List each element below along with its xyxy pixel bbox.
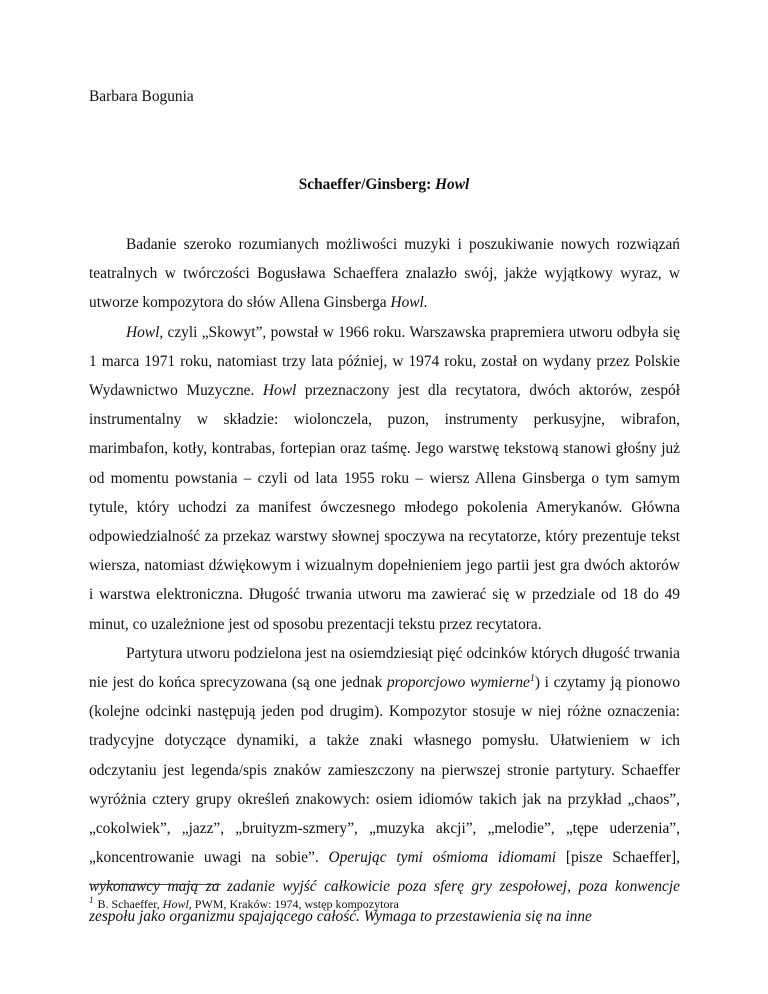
footnote-mark: 1 [89,895,94,905]
p3-italic-d: Operując tymi ośmioma idiomami [328,849,557,867]
footnote-reference[interactable]: 1 [529,672,535,684]
document-body [89,230,680,931]
p3-italic-f: , wykonawcy mają za zadanie wyjść całkowicie poza sferę gry zespołowej, poza konwencje zespołu jako organizmu spajającego całość. Wymaga to przestawienia się na inne [89,849,680,925]
p1-italic: Howl. [390,294,428,312]
footnote-italic: Howl, [162,897,192,911]
document-title [0,176,768,194]
paragraph-1 [89,230,680,318]
p2-text-b: czyli „Skowyt”, powstał w 1966 roku. Warszawska prapremiera utworu odbyła się 1 marca 1971 roku, natomiast trzy lata później, w 1974 roku, został on wydany przez Polskie Wydawnictwo Muzyczne. [89,323,680,400]
p2-italic-c: Howl [262,382,297,400]
footnote [89,895,399,912]
p1-text: Badanie szeroko rozumianych możliwości muzyki i poszukiwanie nowych rozwiązań teatralnych w twórczości Bogusława Schaeffera znalazło swój, jakże wyjątkowy wyraz, w utworze kompozytora do słów Allena Ginsberga [89,236,680,312]
paragraph-2 [89,318,680,639]
paragraph-3 [89,639,680,931]
footnote-text-c: PWM, Kraków: 1974, wstęp kompozytora [191,897,399,911]
p3-text-a: Partytura utworu podzielona jest na osiemdziesiąt pięć odcinków których długość trwania nie jest do końca sprecyzowana (są one jednak [89,644,680,692]
p3-italic-b: proporcjowo wymierne [386,674,530,692]
p3-text-e: [pisze Schaeffer] [556,849,677,867]
p2-italic-a: Howl, [126,323,164,341]
p3-text-c: ) i czytamy ją pionowo (kolejne odcinki następują jeden pod drugim). Kompozytor stosuje w niej różne oznaczenia: tradycyjne dotyczące dynamiki, a także znaki własnego pomysłu. Ułatwieniem w ich odczytaniu jest legenda/spis znaków zamieszczony na pierwszej stronie partytury. Schaeffer wyróżnia cztery grupy określeń znakowych: osiem idiomów takich jak na przykład „chaos”, „cokolwiek”, „jazz”, „bruityzm-szmery”, „muzyka akcji”, „melodie”, „tępe uderzenia”, „koncentrowanie uwagi na sobie”. [89,674,681,867]
p2-text-d: przeznaczony jest dla recytatora, dwóch aktorów, zespół instrumentalny w składzie: wiolonczela, puzon, instrumenty perkusyjne, wibrafon, marimbafon, kotły, kontrabas, fortepian oraz taśmę. Jego warstwę tekstową stanowi głośny już od momentu powstania – czyli od lata 1955 roku – wiersz Allena Ginsberga o tym samym tytule, który uchodzi za manifest ówczesnego młodego pokolenia Amerykanów. Główna odpowiedzialność za przekaz warstwy słownej spoczywa na recytatorze, który prezentuje tekst wiersza, natomiast dźwiękowym i wizualnym dopełnieniem jego partii jest gra dwóch aktorów i warstwa elektroniczna. Długość trwania utworu ma zawierać się w przedziale od 18 do 49 minut, co uzależnione jest od sposobu prezentacji tekstu przez recytatora. [89,382,680,633]
author-name: Barbara Bogunia [89,88,194,105]
title-italic: Howl [435,176,470,193]
footnote-divider [89,884,221,885]
footnote-text-a: B. Schaeffer, [97,897,163,911]
title-main: Schaeffer/Ginsberg: [298,176,436,193]
